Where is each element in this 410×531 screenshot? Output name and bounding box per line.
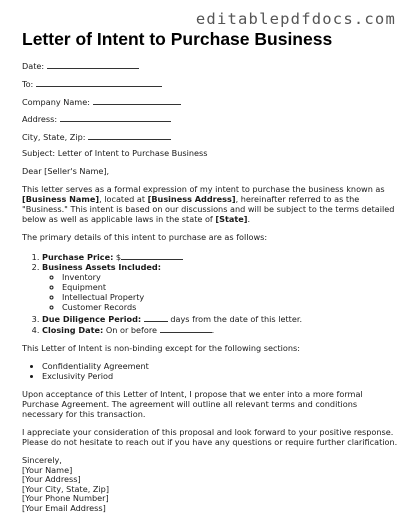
terms-list — [22, 251, 400, 336]
purchase-price-item: 1. Purchase Price: $ — [42, 251, 400, 263]
due-diligence-blank[interactable] — [144, 313, 168, 322]
subject-line: Subject: Letter of Intent to Purchase Business — [22, 147, 208, 158]
assets-list — [42, 273, 400, 313]
site-watermark: editablepdfdocs.com — [195, 10, 396, 28]
state-placeholder: [State] — [215, 213, 248, 224]
page-title: Letter of Intent to Purchase Business — [22, 29, 333, 49]
signature-address: [Your Address] — [22, 474, 81, 485]
address-label: Address: — [22, 114, 58, 125]
nonbinding-paragraph: This Letter of Intent is non-binding except for the following sections: — [22, 343, 300, 354]
salutation: Dear [Seller's Name], — [22, 166, 110, 177]
to-label: To: — [22, 78, 34, 89]
signature-block — [22, 456, 400, 513]
to-field[interactable] — [22, 78, 400, 88]
asset-item: ◦ Equipment — [62, 283, 400, 293]
binding-sections-list — [22, 362, 400, 382]
city-state-zip-label: City, State, Zip: — [22, 132, 86, 143]
business-assets-item: 2. Business Assets Included: ◦ Inventory ◦ Equipment ◦ Intellectual Property ◦ Customer Records — [42, 263, 400, 313]
appreciation-paragraph: I appreciate your consideration of this proposal and look forward to your positive response. Please do not hesitate to reach out if you have any questions or require further clarification. — [22, 427, 398, 448]
asset-item: ◦ Intellectual Property — [62, 293, 400, 303]
closing-date-blank[interactable] — [160, 324, 212, 333]
purchase-price-blank[interactable] — [121, 251, 183, 260]
address-field[interactable] — [22, 113, 400, 123]
asset-item: ◦ Inventory — [62, 273, 400, 283]
company-name-blank[interactable] — [93, 96, 181, 105]
due-diligence-item: 3. Due Diligence Period: days from the date of this letter. — [42, 313, 400, 325]
date-field[interactable] — [22, 60, 400, 70]
business-name-placeholder: [Business Name] — [22, 194, 100, 205]
signature-email: [Your Email Address] — [22, 502, 106, 513]
signature-name: [Your Name] — [22, 464, 73, 475]
signature-phone: [Your Phone Number] — [22, 493, 109, 504]
business-address-placeholder: [Business Address] — [147, 194, 236, 205]
city-state-zip-blank[interactable] — [88, 131, 171, 140]
closing-date-item: 4. Closing Date: On or before . — [42, 324, 400, 336]
primary-details-intro: The primary details of this intent to purchase are as follows: — [22, 231, 268, 242]
date-label: Date: — [22, 61, 45, 71]
signature-city: [Your City, State, Zip] — [22, 483, 110, 494]
acceptance-paragraph: Upon acceptance of this Letter of Intent, I propose that we enter into a more formal Purchase Agreement. The agreement will outline all relevant terms and conditions necessary for this transaction. — [22, 389, 363, 420]
to-blank[interactable] — [36, 78, 162, 87]
city-state-zip-field[interactable] — [22, 131, 400, 141]
intro-paragraph: This letter serves as a formal expression of my intent to purchase the business known as [Business Name], located at [Business Address], hereinafter referred to as the "Business." This intent is based on our discussions and will be subject to the terms detailed below as well as applicable laws in the state of [State]. — [22, 184, 395, 224]
closing-word: Sincerely, — [22, 455, 62, 466]
asset-item: ◦ Customer Records — [62, 303, 400, 313]
date-blank[interactable] — [47, 60, 139, 69]
letter-body — [22, 60, 400, 513]
binding-section-item: • Exclusivity Period — [42, 372, 400, 382]
company-name-field[interactable] — [22, 96, 400, 106]
address-blank[interactable] — [60, 113, 171, 122]
binding-section-item: • Confidentiality Agreement — [42, 362, 400, 372]
company-name-label: Company Name: — [22, 96, 90, 107]
